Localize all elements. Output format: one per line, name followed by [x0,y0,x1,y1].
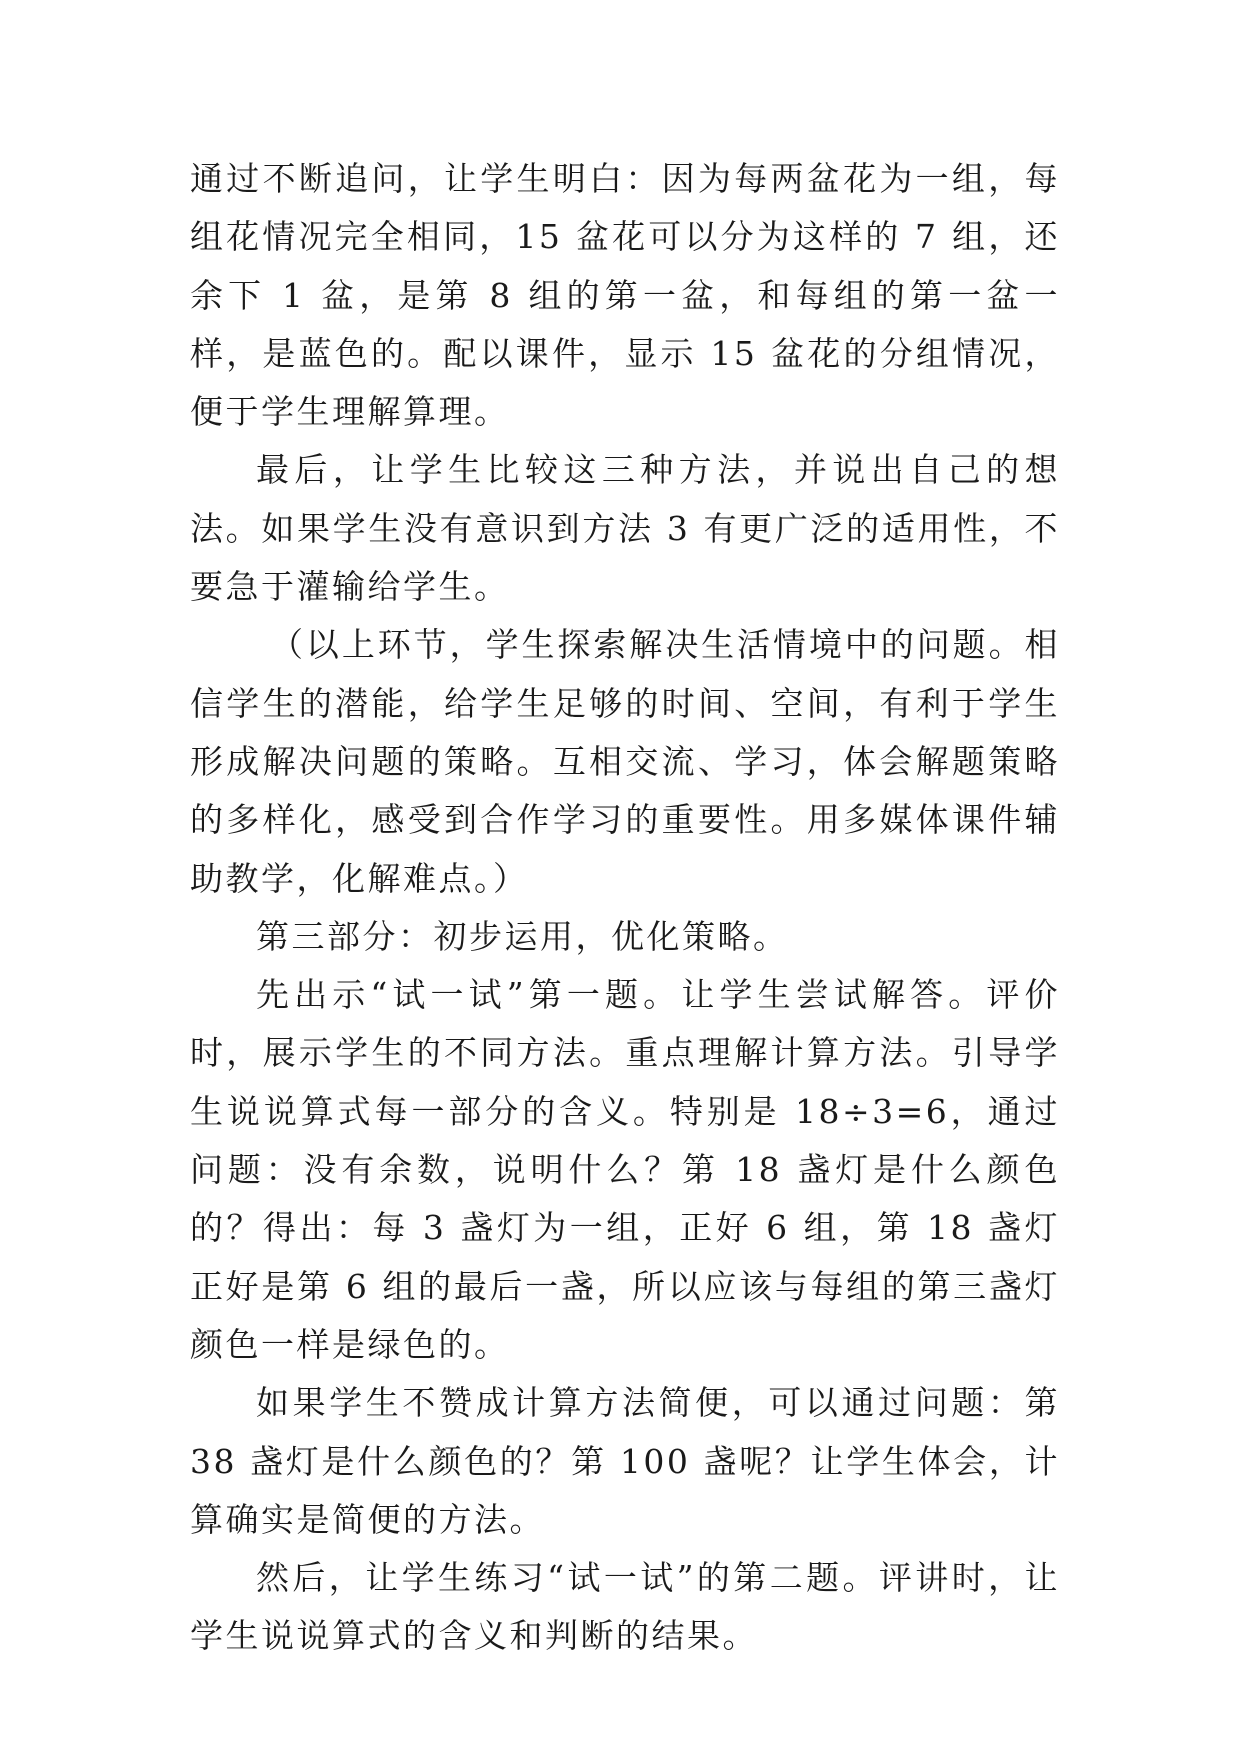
paragraph-simplicity-question: 如果学生不赞成计算方法简便，可以通过问题：第 38 盏灯是什么颜色的？第 100 盏呢？让学生体会，计算确实是简便的方法。 [190,1383,1060,1539]
paragraph-try-first-question: 先出示“试一试”第一题。让学生尝试解答。评价时，展示学生的不同方法。重点理解计算方法。引导学生说说算式每一部分的含义。特别是 18÷3=6，通过问题：没有余数，说明什么？第 18 盏灯是什么颜色的？得出：每 3 盏灯为一组，正好 6 组，第 18 盏灯正好是第 6 组的最后一盏，所以应该与每组的第三盏灯颜色一样是绿色的。 [190,975,1060,1364]
paragraph-section-note: （以上环节，学生探索解决生活情境中的问题。相信学生的潜能，给学生足够的时间、空间，有利于学生形成解决问题的策略。互相交流、学习，体会解题策略的多样化，感受到合作学习的重要性。用多媒体课件辅助教学，化解难点。） [190,625,1060,898]
paragraph-grouping-explanation: 通过不断追问，让学生明白：因为每两盆花为一组，每组花情况完全相同，15 盆花可以分为这样的 7 组，还余下 1 盆，是第 8 组的第一盆，和每组的第一盆一样，是蓝色的。配以课件，显示 15 盆花的分组情况，便于学生理解算理。 [190,159,1060,432]
section-heading-part-three: 第三部分：初步运用，优化策略。 [256,916,789,956]
document-body [190,150,1060,1666]
paragraph-compare-methods: 最后，让学生比较这三种方法，并说出自己的想法。如果学生没有意识到方法 3 有更广泛的适用性，不要急于灌输给学生。 [190,450,1060,607]
paragraph-try-second-question: 然后，让学生练习“试一试”的第二题。评讲时，让学生说说算式的含义和判断的结果。 [190,1558,1060,1656]
